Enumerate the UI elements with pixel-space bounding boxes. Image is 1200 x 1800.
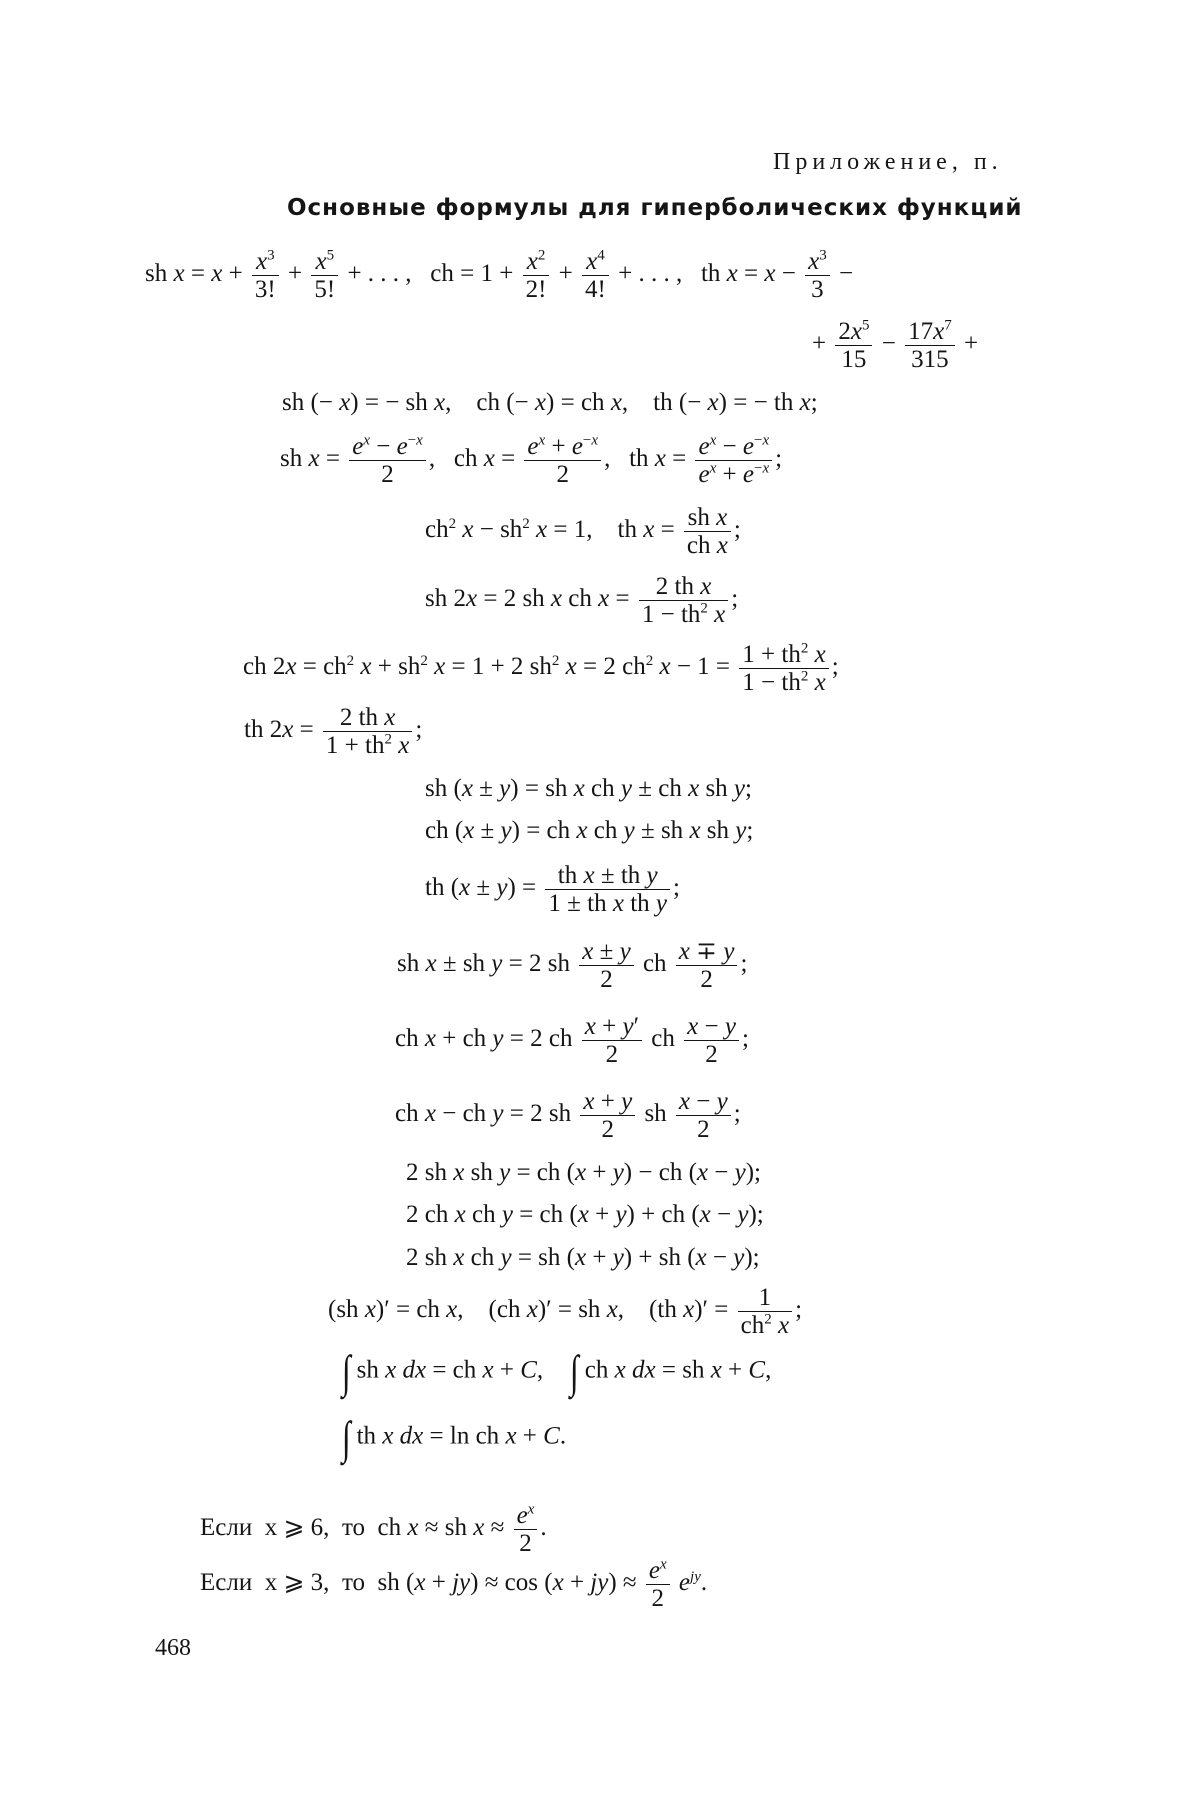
formula-sh-ch-product: 2 sh x ch y = sh (x + y) + sh (x − y);: [406, 1244, 760, 1271]
threshold-three: x ⩾ 3,: [264, 1569, 330, 1597]
formula-ch-double: ch $2x = ch^2$ $x + sh^2$ x = 1 + 2 $sh^2$ x = 2 $ch^2$ x − 1 = $\frac{1 + th^2 x}{1 - th^2 x}$ ;: [243, 640, 839, 696]
formula-sh-sh-product: 2 sh x sh y = ch (x + y) − ch (x − y);: [406, 1159, 762, 1186]
then-word: то: [341, 1514, 366, 1542]
formula-sh-double: sh 2x = 2 sh x ch x = $\frac{\text{2 th x}}{1 - th^2 x}$ ;: [425, 573, 739, 628]
formula-series-expansions: sh x = x + $\frac{x^3}{3!}$ + $\frac{x^5}{5!}$ + . . . , ch = 1 + $\frac{x^2}{2!}$ + $\frac{x^4}{4!}$ + . . . , th x = x − $\frac{x^3}{3}$ −: [145, 247, 854, 303]
if-word: Если: [200, 1569, 253, 1597]
formula-derivatives: (sh x)′ = ch x, (ch x)′ = sh x, (th x)′ = $\frac{1}{ch^2 x}$ ;: [328, 1284, 803, 1339]
formula-integral-th: ∫ th x dx = ln ch x + C.: [341, 1412, 567, 1463]
section-title: Основные формулы для гиперболических функций: [287, 195, 1023, 221]
threshold-six: x ⩾ 6,: [264, 1514, 330, 1542]
formula-basic-identity: $ch^2$ $x - sh^2$ x = 1, th x = $\frac{\text{sh x}}{\text{ch x}}$ ;: [425, 504, 741, 559]
if-word: Если: [200, 1514, 253, 1542]
formula-th-double: th 2x = $\frac{\text{2 th x}}{1 + th^2 x}$ ;: [244, 704, 423, 759]
formula-ch-sum-to-product: ch x + ch y = 2 ch $\frac{x + y'}{2}$ ch $\frac{x - y}{2}$ ;: [395, 1013, 749, 1068]
formula-sh-sum: sh (x ± y) = sh x ch y ± ch x sh y;: [425, 775, 752, 802]
formula-parity: sh (− x) = − sh x, ch (− x) = ch x, th (− x) = − th x;: [282, 389, 818, 416]
formula-ch-ch-product: 2 ch x ch y = ch (x + y) + ch (x − y);: [406, 1201, 764, 1228]
formula-integrals-sh-ch: ∫ sh x dx = ch x + C, ∫ ch x dx = sh x + C,: [341, 1346, 772, 1397]
formula-complex-approximation: Если x ⩾ 3, то sh (x + jy) ≈ cos (x + jy) ≈ $\frac{e^x}{2}$ $e^{jy}$.: [200, 1556, 708, 1612]
formula-ch-difference-to-product: ch x − ch y = 2 sh $\frac{x + y}{2}$ sh $\frac{x - y}{2}$ ;: [395, 1088, 741, 1143]
formula-sh-sum-to-product: sh x ± sh y = 2 sh $\frac{x \pm y}{2}$ ch $\frac{x \mp y}{2}$ ;: [397, 938, 748, 993]
formula-th-series-continued: + $\frac{2x^5}{15}$ − $\frac{17x^7}{315}$ +: [812, 317, 979, 373]
page-number: 468: [155, 1635, 191, 1661]
formula-th-sum: th (x ± y) = $\frac{\text{th x ± th y}}{\text{1 ± th x th y}}$ ;: [425, 862, 680, 917]
then-word: то: [341, 1569, 366, 1597]
formula-ch-sum: ch (x ± y) = ch x ch y ± sh x sh y;: [425, 817, 754, 844]
formula-exponential-definitions: sh x = $\frac{e^x - e^{-x}}{2}$ , ch x = $\frac{e^x + e^{-x}}{2}$ , th x = $\frac{e^x - e^{-x}}{e^x + e^{-x}}$ ;: [280, 432, 783, 488]
formula-large-x-approximation: Если x ⩾ 6, то ch x ≈ sh x ≈ $\frac{e^x}{2}$ .: [200, 1501, 547, 1557]
appendix-header: Приложение, п.: [773, 149, 1003, 175]
